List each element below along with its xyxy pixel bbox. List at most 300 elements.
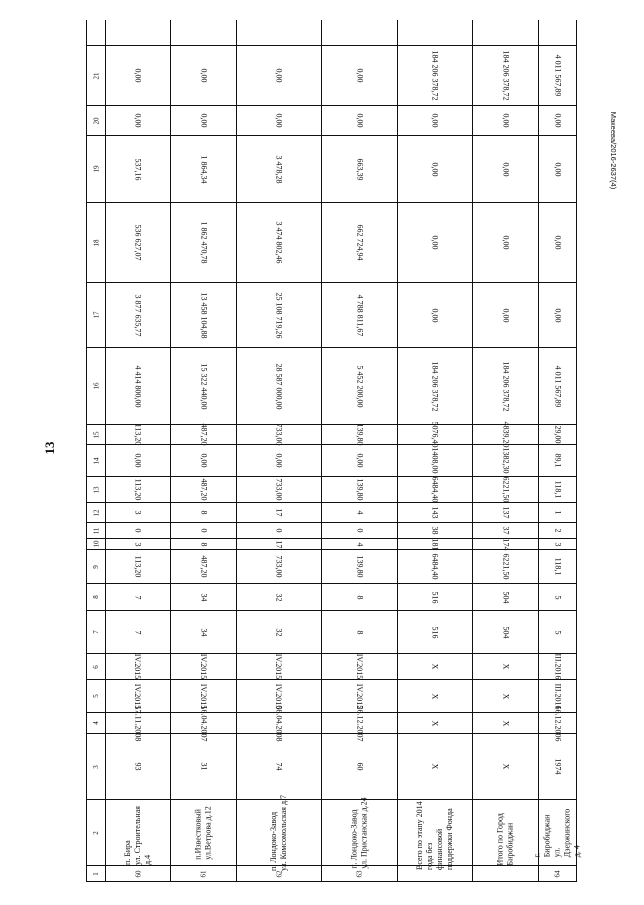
- cell-text: 8: [199, 542, 208, 546]
- table-cell: [473, 502, 538, 522]
- table-cell: [322, 522, 397, 538]
- table-cell: [87, 799, 105, 865]
- cell-text: п. Лондоко-Завод ул. Пристанская д.24: [349, 796, 369, 869]
- cell-text: 0,00: [553, 162, 562, 176]
- cell-text: 516: [430, 626, 440, 638]
- table-cell: [106, 583, 170, 610]
- cell-text: 2: [553, 528, 562, 533]
- table-cell: [398, 282, 472, 347]
- table-cell: [473, 610, 538, 653]
- housing-table: [86, 20, 582, 882]
- table-cell: [539, 538, 576, 549]
- cell-text: 32: [274, 628, 284, 636]
- table-cell: [539, 705, 576, 741]
- table-cell: [171, 653, 236, 679]
- table-cell: [539, 45, 576, 105]
- table-cell: [106, 476, 170, 502]
- cell-text: 3 478,28: [274, 155, 284, 183]
- cell-text: 733,00: [274, 555, 284, 578]
- cell-text: 6221,50: [501, 553, 510, 580]
- cell-text: 32: [274, 593, 284, 601]
- table-cell: [87, 444, 105, 476]
- table-cell: [237, 733, 321, 799]
- cell-text: 0: [199, 528, 208, 533]
- table-cell: [473, 583, 538, 610]
- table-cell: [322, 610, 397, 653]
- cell-text: X: [501, 663, 510, 670]
- table-cell: [171, 705, 236, 741]
- table-cell: [398, 799, 472, 870]
- cell-text: 487,20: [199, 423, 208, 446]
- cell-text: 7: [133, 630, 143, 634]
- table-cell: [106, 705, 170, 741]
- cell-text: 15: [92, 431, 100, 438]
- cell-text: 139,80: [355, 555, 364, 578]
- table-cell: [106, 105, 170, 135]
- cell-text: III.2016: [553, 653, 562, 680]
- table-cell: [539, 733, 576, 799]
- table-cell: [87, 135, 105, 202]
- cell-text: 62: [275, 870, 283, 877]
- table-cell: [473, 476, 538, 502]
- table-cell: [473, 347, 538, 424]
- cell-text: 537,16: [133, 158, 143, 180]
- table-cell: [539, 444, 576, 476]
- table-cell: [87, 865, 105, 882]
- cell-text: 4 788 811,67: [354, 294, 364, 336]
- cell-text: 0,00: [199, 68, 208, 83]
- table-cell: [171, 549, 236, 583]
- table-cell: [473, 549, 538, 583]
- cell-text: 26.12.2007: [355, 705, 364, 741]
- table-cell: [322, 583, 397, 610]
- cell-text: 0: [355, 528, 364, 533]
- table-cell: [237, 679, 321, 712]
- cell-text: 20: [92, 117, 100, 124]
- cell-text: 16.04.2007: [199, 705, 208, 741]
- cell-text: 113,20: [133, 423, 143, 446]
- cell-text: 0,00: [133, 113, 143, 128]
- cell-text: 34: [199, 593, 208, 601]
- table-cell: [473, 865, 538, 882]
- table-cell: [237, 583, 321, 610]
- table-cell: [106, 522, 170, 538]
- cell-text: 28 587 000,00: [274, 363, 284, 409]
- table-cell: [87, 282, 105, 347]
- table-cell: [473, 679, 538, 712]
- cell-text: п. Бира ул. Строительная д.4: [123, 805, 152, 865]
- cell-text: 89,1: [553, 453, 562, 468]
- cell-text: 34: [199, 628, 208, 636]
- cell-text: 19: [92, 165, 100, 173]
- cell-text: 6484,40: [430, 553, 440, 580]
- table-cell: [237, 347, 321, 424]
- table-cell: [398, 583, 472, 610]
- cell-text: 61: [199, 870, 208, 877]
- cell-text: 184 206 378,72: [501, 361, 510, 411]
- cell-text: 3: [553, 542, 562, 546]
- cell-text: 504: [501, 626, 510, 638]
- table-cell: [106, 347, 170, 424]
- table-cell: [237, 705, 321, 741]
- table-cell: [539, 476, 576, 502]
- cell-text: 0,00: [553, 113, 562, 128]
- cell-text: 3: [92, 764, 100, 769]
- cell-text: 0,00: [553, 308, 562, 322]
- table-cell: [237, 135, 321, 202]
- table-cell: [539, 424, 576, 444]
- table-cell: [237, 45, 321, 105]
- table-row: [532, 20, 582, 882]
- cell-text: IV.2015: [198, 683, 208, 709]
- table-cell: [398, 347, 472, 424]
- cell-text: 16.12.2006: [553, 705, 562, 741]
- table-cell: [398, 421, 472, 448]
- table-cell: [539, 653, 576, 679]
- cell-text: 8: [199, 510, 208, 515]
- cell-text: 137: [501, 506, 510, 519]
- cell-text: 6221,50: [501, 476, 510, 503]
- cell-text: 31: [199, 762, 208, 771]
- cell-text: 16: [92, 382, 100, 390]
- table-cell: [87, 712, 105, 733]
- cell-text: 139,80: [355, 423, 364, 446]
- table-cell: [237, 653, 321, 679]
- table-row: [472, 20, 538, 882]
- cell-text: 139,80: [355, 478, 364, 501]
- table-cell: [87, 105, 105, 135]
- cell-text: 5: [92, 694, 100, 698]
- cell-text: IV.2015: [274, 653, 284, 680]
- table-cell: [171, 610, 236, 653]
- table-cell: [237, 610, 321, 653]
- cell-text: IV.2015: [354, 683, 364, 709]
- cell-text: 13 458 104,88: [199, 292, 208, 338]
- table-cell: [322, 135, 397, 202]
- table-cell: [87, 347, 105, 424]
- cell-text: п. Лондоко-Завод ул. Комсомольская д.7: [268, 794, 288, 871]
- cell-text: 08.04.2008: [274, 705, 284, 741]
- table-cell: [237, 424, 321, 444]
- cell-text: 4 011 567,89: [553, 365, 563, 407]
- table-cell: [171, 282, 236, 347]
- cell-text: 0,00: [501, 113, 510, 128]
- table-cell: [106, 538, 170, 549]
- table-cell: [106, 653, 170, 679]
- cell-text: 17: [92, 311, 100, 319]
- cell-text: IV.2015: [354, 653, 364, 680]
- table-cell: [473, 105, 538, 135]
- cell-text: 17: [274, 508, 284, 517]
- cell-text: 174: [501, 538, 510, 550]
- table-cell: [87, 610, 105, 653]
- cell-text: 2: [92, 830, 100, 835]
- table-cell: [106, 502, 170, 522]
- cell-text: 504: [501, 591, 510, 603]
- cell-text: 1382,30: [501, 447, 510, 474]
- cell-text: 0,00: [133, 453, 143, 468]
- table-cell: [87, 522, 105, 538]
- cell-text: 25 108 719,26: [274, 292, 284, 338]
- cell-text: 181: [430, 538, 440, 550]
- cell-text: 15 322 440,00: [199, 363, 208, 409]
- table-cell: [106, 733, 170, 799]
- table-cell: [473, 45, 538, 105]
- cell-text: 21: [92, 72, 100, 79]
- table-cell: [398, 135, 472, 202]
- table-row: [397, 20, 472, 882]
- cell-text: 0,00: [199, 453, 208, 468]
- cell-text: 0,00: [199, 113, 208, 128]
- cell-text: 8: [355, 595, 364, 599]
- table-cell: [87, 733, 105, 799]
- cell-text: 0,00: [430, 162, 440, 176]
- table-cell: [398, 538, 472, 549]
- cell-text: 0,00: [274, 453, 284, 468]
- cell-text: X: [430, 663, 440, 670]
- table-cell: [87, 476, 105, 502]
- cell-text: 0,00: [274, 68, 284, 83]
- table-cell: [398, 476, 472, 502]
- table-cell: [322, 45, 397, 105]
- cell-text: 37: [501, 526, 510, 535]
- table-cell: [171, 202, 236, 282]
- cell-text: 0,00: [274, 113, 284, 128]
- table-cell: [87, 424, 105, 444]
- table-cell: [398, 610, 472, 653]
- table-cell: [322, 705, 397, 741]
- cell-text: 3 474 802,46: [274, 221, 284, 264]
- table-cell: [398, 202, 472, 282]
- cell-text: 4: [355, 542, 364, 546]
- table-cell: [322, 105, 397, 135]
- table-cell: [87, 583, 105, 610]
- table-cell: [473, 522, 538, 538]
- cell-text: 0,00: [553, 235, 562, 250]
- table-cell: [87, 549, 105, 583]
- cell-text: 1408,00: [430, 447, 440, 474]
- table-cell: [398, 733, 472, 799]
- table-cell: [237, 282, 321, 347]
- cell-text: 0,00: [430, 235, 440, 250]
- cell-text: 6: [92, 664, 100, 669]
- table-cell: [539, 549, 576, 583]
- table-cell: [171, 502, 236, 522]
- table-cell: [473, 202, 538, 282]
- table-cell: [539, 610, 576, 653]
- cell-text: 3: [133, 542, 143, 546]
- table-cell: [106, 610, 170, 653]
- cell-text: 3: [133, 510, 143, 515]
- table-cell: [398, 444, 472, 476]
- cell-text: III.2016: [553, 683, 562, 709]
- cell-text: X: [430, 693, 440, 699]
- cell-text: 5: [553, 630, 562, 634]
- cell-text: 6484,40: [430, 476, 440, 503]
- table-cell: [322, 796, 397, 869]
- cell-text: 487,20: [199, 555, 208, 578]
- cell-text: 13: [92, 486, 100, 493]
- cell-text: 184 206 378,72: [430, 361, 440, 411]
- cell-text: 74: [274, 762, 284, 771]
- cell-text: 0,00: [355, 453, 364, 468]
- table-cell: [106, 865, 170, 882]
- table-cell: [171, 347, 236, 424]
- cell-text: 0,00: [355, 68, 364, 83]
- table-cell: [87, 679, 105, 712]
- cell-text: 60: [134, 870, 142, 877]
- cell-text: Всего по этапу 2014 года без финансовой поддержки Фонда: [415, 800, 454, 870]
- table-cell: [322, 679, 397, 712]
- table-cell: [539, 583, 576, 610]
- table-cell: [398, 522, 472, 538]
- cell-text: г. Биробиджан ул. Дзержинского д. 4: [532, 808, 582, 857]
- cell-text: 3 877 635,77: [133, 294, 143, 336]
- table-cell: [473, 444, 538, 476]
- table-cell: [532, 799, 582, 865]
- cell-text: 118,1: [552, 557, 562, 576]
- cell-text: 1: [92, 871, 100, 876]
- cell-text: 118,1: [552, 480, 562, 499]
- cell-text: 60: [355, 762, 364, 771]
- cell-text: 17: [274, 540, 284, 548]
- cell-text: 733,00: [274, 478, 284, 501]
- cell-text: 4: [355, 510, 364, 515]
- cell-text: IV.2015: [133, 653, 143, 680]
- cell-text: 9: [92, 564, 100, 569]
- table-cell: [171, 865, 236, 882]
- table-cell: [539, 347, 576, 424]
- cell-text: 1 864,34: [199, 155, 208, 183]
- table-cell: [87, 653, 105, 679]
- table-cell: [87, 502, 105, 522]
- table-row: [236, 20, 321, 882]
- cell-text: X: [430, 763, 440, 770]
- cell-text: IV.2015: [133, 683, 143, 709]
- table-cell: [398, 679, 472, 712]
- table-cell: [87, 538, 105, 549]
- table-cell: [322, 347, 397, 424]
- table-cell: [398, 549, 472, 583]
- table-cell: [106, 135, 170, 202]
- table-cell: [237, 444, 321, 476]
- table-cell: [398, 712, 472, 733]
- table-cell: [322, 444, 397, 476]
- table-cell: [237, 502, 321, 522]
- cell-text: 0,00: [133, 68, 143, 83]
- cell-text: 0,00: [501, 235, 510, 250]
- table-cell: [171, 424, 236, 444]
- table-cell: [398, 653, 472, 679]
- cell-text: 12: [92, 509, 100, 516]
- table-cell: [237, 549, 321, 583]
- table-cell: [473, 712, 538, 733]
- cell-text: 0: [274, 528, 284, 533]
- cell-text: 143: [430, 506, 440, 519]
- cell-text: 113,20: [133, 555, 143, 578]
- table-cell: [539, 135, 576, 202]
- table-cell: [171, 476, 236, 502]
- table-cell: [398, 502, 472, 522]
- cell-text: 184 206 378,72: [501, 50, 510, 101]
- table-cell: [106, 45, 170, 105]
- cell-text: 516: [430, 591, 440, 603]
- table-cell: [539, 679, 576, 712]
- cell-text: X: [501, 763, 510, 770]
- cell-text: 4: [92, 721, 100, 725]
- table-cell: [87, 45, 105, 105]
- table-cell: [171, 679, 236, 712]
- table-cell: [106, 679, 170, 712]
- cell-text: 14: [92, 457, 100, 464]
- cell-text: 663,39: [355, 158, 364, 180]
- table-row: [170, 20, 236, 882]
- cell-text: 0,00: [430, 113, 440, 128]
- table-cell: [237, 794, 321, 871]
- cell-text: 38: [430, 526, 440, 535]
- table-cell: [473, 421, 538, 448]
- cell-text: 1 862 470,78: [199, 221, 208, 264]
- cell-text: 5 452 200,00: [355, 365, 364, 407]
- table-cell: [106, 549, 170, 583]
- table-cell: [473, 538, 538, 549]
- table-cell: [398, 45, 472, 105]
- cell-text: 5076,40: [430, 421, 440, 448]
- table-cell: [171, 538, 236, 549]
- table-cell: [322, 549, 397, 583]
- table-cell: [237, 105, 321, 135]
- table-cell: [473, 653, 538, 679]
- cell-text: 113,20: [133, 478, 143, 501]
- cell-text: 0,00: [430, 308, 440, 322]
- table-cell: [473, 799, 538, 865]
- cell-text: 8: [355, 630, 364, 634]
- table-cell: [106, 799, 170, 865]
- cell-text: 11: [92, 527, 100, 534]
- table-cell: [473, 733, 538, 799]
- table-cell: [473, 135, 538, 202]
- cell-text: 17.11.2008: [133, 705, 143, 741]
- table-cell: [322, 476, 397, 502]
- table-cell: [171, 733, 236, 799]
- table-cell: [171, 105, 236, 135]
- table-cell: [539, 865, 576, 882]
- table-cell: [171, 799, 236, 865]
- table-cell: [106, 202, 170, 282]
- cell-text: 536 627,07: [133, 224, 143, 261]
- cell-text: 7: [92, 630, 100, 634]
- table-cell: [322, 282, 397, 347]
- table-cell: [171, 444, 236, 476]
- table-cell: [539, 202, 576, 282]
- cell-text: 0,00: [355, 113, 364, 128]
- cell-text: IV.2015: [198, 653, 208, 680]
- table-cell: [539, 522, 576, 538]
- table-cell: [322, 202, 397, 282]
- table-cell: [322, 502, 397, 522]
- cell-text: IV.2015: [274, 683, 284, 709]
- table-cell: [171, 522, 236, 538]
- cell-text: 4839,20: [501, 421, 510, 448]
- table-cell: [171, 135, 236, 202]
- table-cell: [539, 502, 576, 522]
- cell-text: п.Известковый ул.Ветрова д.12: [193, 805, 213, 860]
- table-cell: [237, 538, 321, 549]
- cell-text: 18: [92, 239, 100, 246]
- cell-text: 0: [133, 528, 143, 533]
- table-cell: [237, 522, 321, 538]
- cell-text: 5: [553, 595, 562, 599]
